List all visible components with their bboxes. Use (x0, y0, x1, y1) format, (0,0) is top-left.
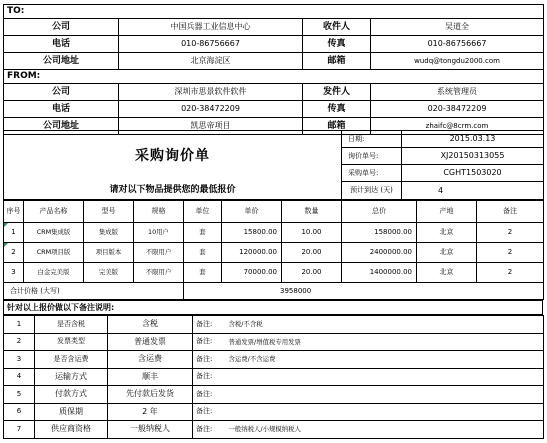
to-section-label: TO: (4, 5, 544, 19)
table-row (4, 243, 544, 263)
note-remark: 含运费/不含运费 (227, 351, 544, 369)
note-remark (227, 403, 544, 421)
contact-table (3, 4, 544, 135)
note-no: 1 (4, 316, 35, 334)
note-no: 4 (4, 368, 35, 386)
from-phone-value: 020-38472209 (119, 101, 303, 118)
to-address-label: 公司地址 (4, 53, 119, 70)
row-origin: 北京 (417, 263, 477, 283)
list-item (4, 421, 544, 439)
list-item (4, 403, 544, 421)
row-no: 2 (4, 243, 24, 263)
note-value: 普通发票 (108, 333, 193, 351)
row-qty: 20.00 (282, 243, 342, 263)
row-unit: 套 (184, 263, 222, 283)
from-address-label: 公司地址 (4, 118, 119, 135)
note-remark-label: 备注: (193, 368, 227, 386)
to-email-value: wudq@tongdu2000.com (371, 53, 544, 70)
col-header: 单价 (222, 201, 282, 223)
row-no: 3 (4, 263, 24, 283)
col-header: 序号 (4, 201, 24, 223)
note-label: 是否含税 (35, 316, 108, 334)
row-spec: 不限用户 (134, 243, 184, 263)
note-no: 2 (4, 333, 35, 351)
to-fax-value: 010-86756667 (371, 36, 544, 53)
row-note: 2 (477, 263, 544, 283)
note-remark-label: 备注: (193, 351, 227, 369)
items-table (3, 200, 544, 300)
to-recipient-value: 吴道全 (371, 19, 544, 36)
col-header: 总价 (342, 201, 417, 223)
inquiry-no-value: XJ20150313055 (402, 148, 544, 165)
to-fax-label: 传真 (303, 36, 371, 53)
note-remark-label: 备注: (193, 403, 227, 421)
note-remark: 一般纳税人/小规模纳税人 (227, 421, 544, 439)
row-origin: 北京 (417, 223, 477, 243)
col-header: 产地 (417, 201, 477, 223)
sum-label: 合计价格 (大写) (4, 283, 184, 300)
notes-heading-table (3, 300, 543, 315)
from-fax-value: 020-38472209 (371, 101, 544, 118)
to-address-value: 北京海淀区 (119, 53, 303, 70)
doc-title: 采购询价单 (4, 131, 342, 182)
note-value: 一般纳税人 (108, 421, 193, 439)
row-price: 70000.00 (222, 263, 282, 283)
table-row (4, 263, 544, 283)
to-company-value: 中国兵器工业信息中心 (119, 19, 303, 36)
note-remark-label: 备注: (193, 421, 227, 439)
from-company-label: 公司 (4, 84, 119, 101)
list-item (4, 333, 544, 351)
row-price: 120000.00 (222, 243, 282, 263)
note-label: 运输方式 (35, 368, 108, 386)
from-sender-label: 发件人 (303, 84, 371, 101)
col-header: 数量 (282, 201, 342, 223)
row-origin: 北京 (417, 243, 477, 263)
note-remark: 含税/不含税 (227, 316, 544, 334)
note-remark-label: 备注: (193, 316, 227, 334)
note-no: 3 (4, 351, 35, 369)
note-no: 5 (4, 386, 35, 404)
note-label: 是否含运费 (35, 351, 108, 369)
row-model: 完美版 (84, 263, 134, 283)
note-label: 付款方式 (35, 386, 108, 404)
row-total: 2400000.00 (342, 243, 417, 263)
row-note: 2 (477, 243, 544, 263)
arrival-label: 预计到达 (天) (342, 182, 402, 200)
from-fax-label: 传真 (303, 101, 371, 118)
row-model: 集成版 (84, 223, 134, 243)
list-item (4, 316, 544, 334)
note-remark-label: 备注: (193, 333, 227, 351)
row-name: CRM项目版 (24, 243, 84, 263)
date-value: 2015.03.13 (402, 131, 544, 148)
row-model: 项目版本 (84, 243, 134, 263)
note-value: 先付款后发货 (108, 386, 193, 404)
row-spec: 10用户 (134, 223, 184, 243)
note-label: 供应商资格 (35, 421, 108, 439)
note-value: 含税 (108, 316, 193, 334)
note-remark-label: 备注: (193, 386, 227, 404)
list-item (4, 351, 544, 369)
inquiry-no-label: 询价单号: (342, 148, 402, 165)
purchase-no-label: 采购单号: (342, 165, 402, 182)
from-phone-label: 电话 (4, 101, 119, 118)
row-note: 2 (477, 223, 544, 243)
row-spec: 不限用户 (134, 263, 184, 283)
note-no: 6 (4, 403, 35, 421)
note-remark: 普通发票/增值税专用发票 (227, 333, 544, 351)
row-no: 1 (4, 223, 24, 243)
from-email-value: zhaifc@8crm.com (371, 118, 544, 135)
items-header-row (4, 201, 544, 223)
from-section-label: FROM: (4, 70, 544, 84)
row-price: 15800.00 (222, 223, 282, 243)
row-total: 1400000.00 (342, 263, 417, 283)
note-remark (227, 368, 544, 386)
row-unit: 套 (184, 243, 222, 263)
sum-row (4, 283, 544, 300)
to-email-label: 邮箱 (303, 53, 371, 70)
col-header: 单位 (184, 201, 222, 223)
note-no: 7 (4, 421, 35, 439)
to-phone-value: 010-86756667 (119, 36, 303, 53)
purchase-no-value: CGHT1503020 (402, 165, 544, 182)
col-header: 型号 (84, 201, 134, 223)
note-value: 顺丰 (108, 368, 193, 386)
arrival-value: 4 (402, 182, 544, 200)
row-qty: 10.00 (282, 223, 342, 243)
from-company-value: 深圳市思景软件软件 (119, 84, 303, 101)
from-address-value: 凯思帝项目 (119, 118, 303, 135)
row-unit: 套 (184, 223, 222, 243)
row-total: 158000.00 (342, 223, 417, 243)
to-phone-label: 电话 (4, 36, 119, 53)
doc-subtitle: 请对以下物品提供您的最低报价 (4, 182, 342, 200)
to-recipient-label: 收件人 (303, 19, 371, 36)
table-row (4, 223, 544, 243)
list-item (4, 368, 544, 386)
row-name: 白金完美版 (24, 263, 84, 283)
col-header: 备注 (477, 201, 544, 223)
col-header: 产品名称 (24, 201, 84, 223)
notes-table (3, 315, 544, 439)
sum-value: 3958000 (184, 283, 544, 300)
from-email-label: 邮箱 (303, 118, 371, 135)
notes-heading: 针对以上报价做以下备注说明: (4, 301, 543, 315)
date-label: 日期: (342, 131, 402, 148)
col-header: 规格 (134, 201, 184, 223)
note-label: 发票类型 (35, 333, 108, 351)
note-label: 质保期 (35, 403, 108, 421)
note-value: 2 年 (108, 403, 193, 421)
list-item (4, 386, 544, 404)
note-value: 含运费 (108, 351, 193, 369)
row-qty: 20.00 (282, 263, 342, 283)
title-table (3, 130, 544, 200)
note-remark (227, 386, 544, 404)
from-sender-value: 系统管理员 (371, 84, 544, 101)
to-company-label: 公司 (4, 19, 119, 36)
row-name: CRM集成版 (24, 223, 84, 243)
